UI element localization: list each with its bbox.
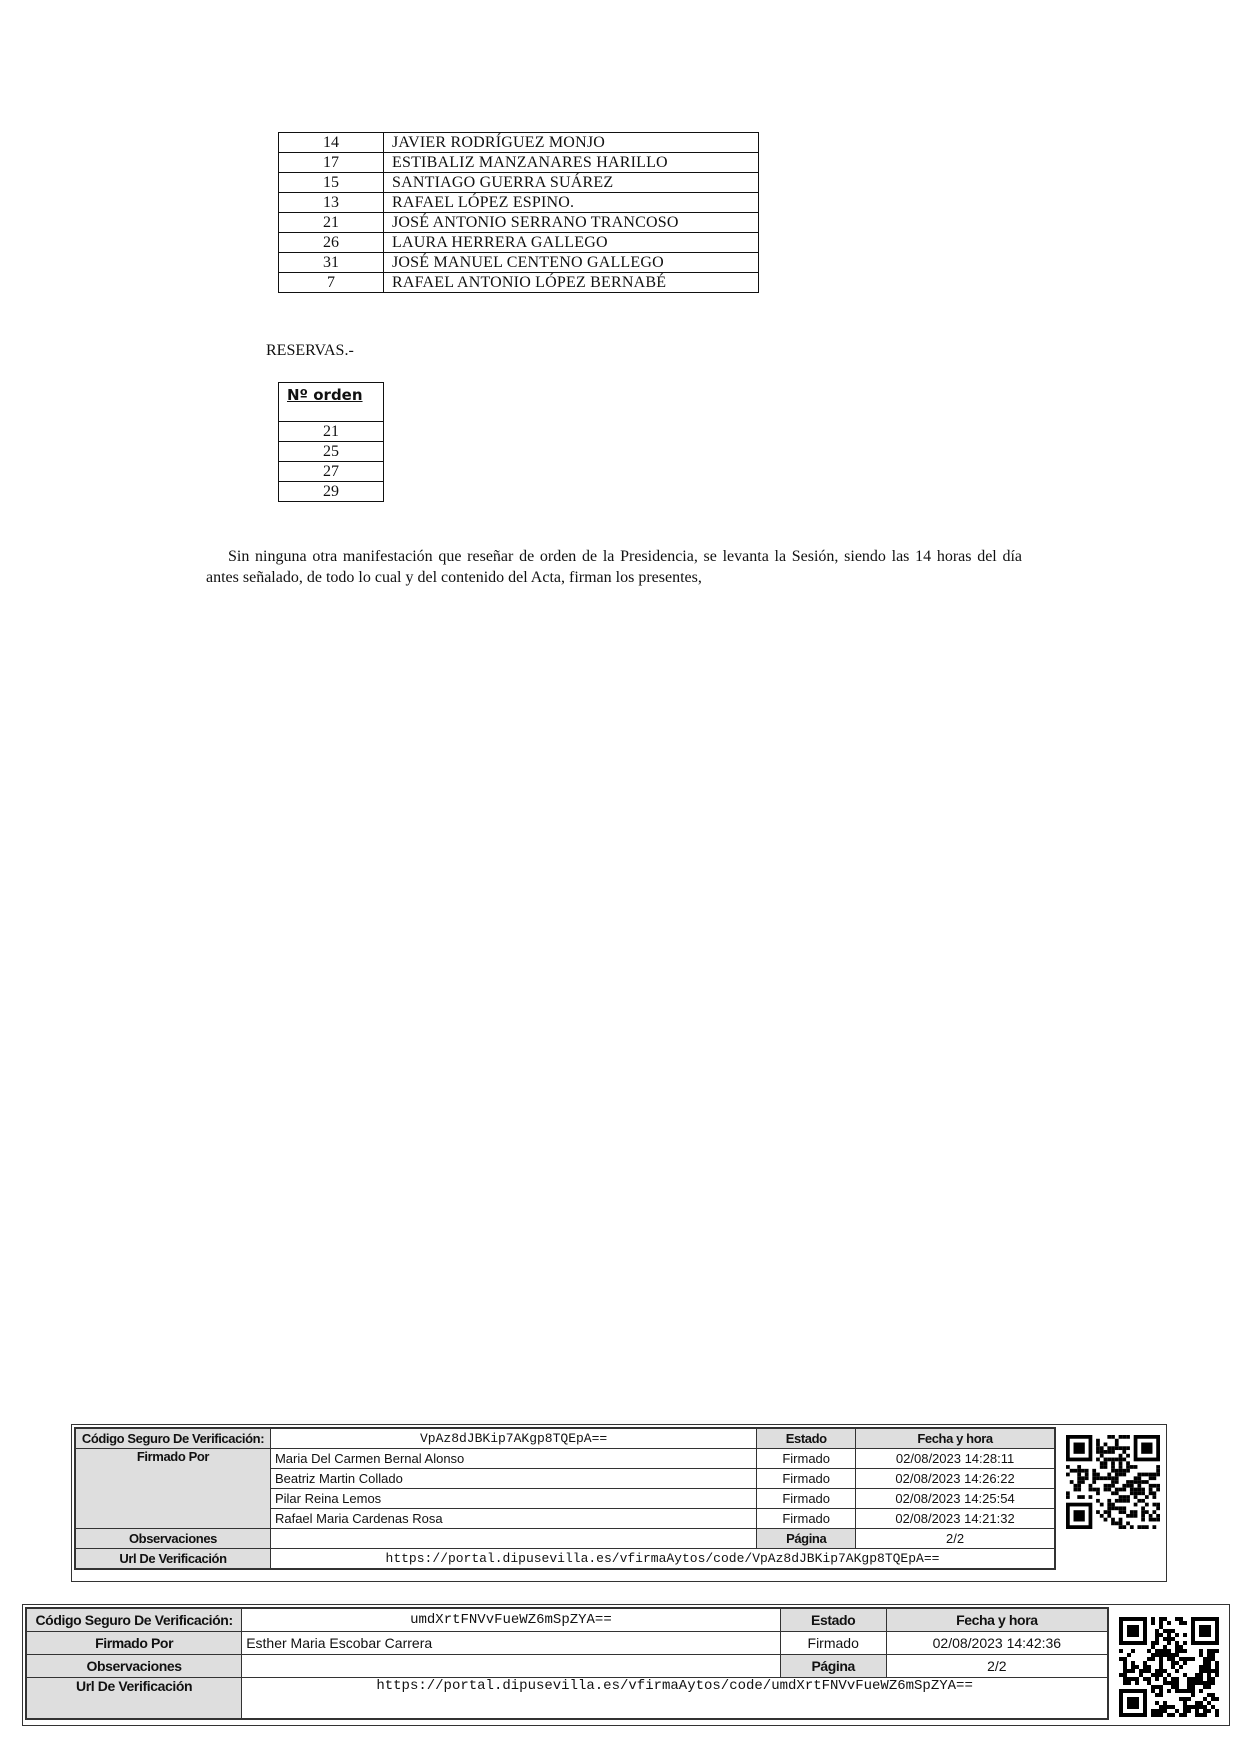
reserva-number: 21 xyxy=(279,422,384,442)
table-row xyxy=(279,273,759,293)
verification-url[interactable]: https://portal.dipusevilla.es/vfirmaAytos/code/umdXrtFNVvFueWZ6mSpZYA== xyxy=(242,1678,1108,1720)
table-row xyxy=(279,173,759,193)
member-name: SANTIAGO GUERRA SUÁREZ xyxy=(384,173,759,193)
member-number: 31 xyxy=(279,253,384,273)
table-row xyxy=(75,1449,1055,1469)
signer-status: Firmado xyxy=(757,1449,856,1469)
member-number: 26 xyxy=(279,233,384,253)
verification-code: VpAz8dJBKip7AKgp8TQEpA== xyxy=(270,1428,756,1449)
signed-by-label: Firmado Por xyxy=(26,1632,242,1655)
verification-code: umdXrtFNVvFueWZ6mSpZYA== xyxy=(242,1608,780,1632)
code-label: Código Seguro De Verificación: xyxy=(26,1608,242,1632)
member-number: 21 xyxy=(279,213,384,233)
observations-value xyxy=(270,1529,756,1549)
table-row xyxy=(75,1549,1055,1570)
signer-datetime: 02/08/2023 14:28:11 xyxy=(856,1449,1055,1469)
members-table xyxy=(278,132,759,293)
reserva-number: 25 xyxy=(279,442,384,462)
member-name: RAFAEL LÓPEZ ESPINO. xyxy=(384,193,759,213)
status-label: Estado xyxy=(780,1608,886,1632)
member-name: LAURA HERRERA GALLEGO xyxy=(384,233,759,253)
member-number: 14 xyxy=(279,133,384,153)
signer-datetime: 02/08/2023 14:21:32 xyxy=(856,1509,1055,1529)
member-name: JOSÉ MANUEL CENTENO GALLEGO xyxy=(384,253,759,273)
page-value: 2/2 xyxy=(886,1655,1108,1678)
table-row xyxy=(75,1529,1055,1549)
signer-datetime: 02/08/2023 14:25:54 xyxy=(856,1489,1055,1509)
table-row xyxy=(26,1608,1108,1632)
observations-label: Observaciones xyxy=(75,1529,270,1549)
member-name: RAFAEL ANTONIO LÓPEZ BERNABÉ xyxy=(384,273,759,293)
signer-name: Maria Del Carmen Bernal Alonso xyxy=(270,1449,756,1469)
signer-name: Esther Maria Escobar Carrera xyxy=(242,1632,780,1655)
status-label: Estado xyxy=(757,1428,856,1449)
table-row xyxy=(75,1428,1055,1449)
verification-url[interactable]: https://portal.dipusevilla.es/vfirmaAytos/code/VpAz8dJBKip7AKgp8TQEpA== xyxy=(270,1549,1055,1570)
member-number: 7 xyxy=(279,273,384,293)
table-row xyxy=(279,462,384,482)
signer-status: Firmado xyxy=(757,1469,856,1489)
signer-status: Firmado xyxy=(757,1509,856,1529)
signature-table-2 xyxy=(25,1607,1109,1720)
member-number: 15 xyxy=(279,173,384,193)
datetime-label: Fecha y hora xyxy=(856,1428,1055,1449)
reservas-heading: RESERVAS.- xyxy=(266,342,354,359)
signature-block-1 xyxy=(71,1424,1167,1582)
table-row xyxy=(279,213,759,233)
member-number: 17 xyxy=(279,153,384,173)
signer-datetime: 02/08/2023 14:26:22 xyxy=(856,1469,1055,1489)
table-row xyxy=(279,253,759,273)
order-number-header: Nº orden xyxy=(279,383,384,422)
closing-paragraph: Sin ninguna otra manifestación que reseñar de orden de la Presidencia, se levanta la Sesión, siendo las 14 horas del día antes señalado, de todo lo cual y del contenido del Acta, firman los presentes, xyxy=(206,548,1022,586)
table-row xyxy=(26,1655,1108,1678)
table-row xyxy=(279,153,759,173)
table-row xyxy=(279,233,759,253)
observations-value xyxy=(242,1655,780,1678)
signer-name: Rafael Maria Cardenas Rosa xyxy=(270,1509,756,1529)
table-row xyxy=(279,442,384,462)
url-label: Url De Verificación xyxy=(26,1678,242,1720)
member-number: 13 xyxy=(279,193,384,213)
signer-status: Firmado xyxy=(780,1632,886,1655)
reservas-table xyxy=(278,382,384,502)
qr-code-icon xyxy=(1119,1617,1219,1717)
member-name: ESTIBALIZ MANZANARES HARILLO xyxy=(384,153,759,173)
signer-status: Firmado xyxy=(757,1489,856,1509)
reserva-number: 27 xyxy=(279,462,384,482)
table-row xyxy=(279,133,759,153)
table-row xyxy=(26,1632,1108,1655)
table-row xyxy=(279,482,384,502)
signature-table-1 xyxy=(74,1427,1056,1570)
signed-by-label: Firmado Por xyxy=(75,1449,270,1529)
table-row xyxy=(26,1678,1108,1720)
page-value: 2/2 xyxy=(856,1529,1055,1549)
signer-name: Beatriz Martin Collado xyxy=(270,1469,756,1489)
member-name: JOSÉ ANTONIO SERRANO TRANCOSO xyxy=(384,213,759,233)
signature-block-2 xyxy=(22,1604,1230,1726)
signer-datetime: 02/08/2023 14:42:36 xyxy=(886,1632,1108,1655)
table-header-row xyxy=(279,383,384,422)
code-label: Código Seguro De Verificación: xyxy=(75,1428,270,1449)
page-label: Página xyxy=(757,1529,856,1549)
signer-name: Pilar Reina Lemos xyxy=(270,1489,756,1509)
table-row xyxy=(279,422,384,442)
member-name: JAVIER RODRÍGUEZ MONJO xyxy=(384,133,759,153)
url-label: Url De Verificación xyxy=(75,1549,270,1570)
datetime-label: Fecha y hora xyxy=(886,1608,1108,1632)
table-row xyxy=(279,193,759,213)
qr-code-icon xyxy=(1066,1435,1160,1529)
page-label: Página xyxy=(780,1655,886,1678)
reserva-number: 29 xyxy=(279,482,384,502)
observations-label: Observaciones xyxy=(26,1655,242,1678)
